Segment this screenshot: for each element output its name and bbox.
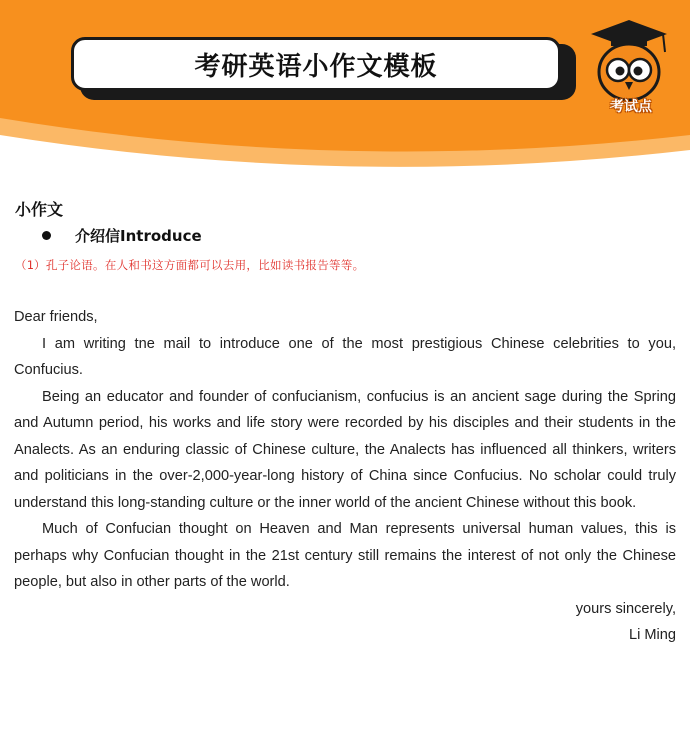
page-title: 考研英语小作文模板: [194, 51, 438, 82]
letter-closing: yours sincerely,: [575, 600, 676, 617]
brand-logo-text: 考试点: [610, 99, 652, 115]
bullet-icon: [42, 231, 51, 240]
letter-body: [14, 304, 676, 649]
letter-salutation: Dear friends,: [14, 309, 98, 325]
letter-paragraph: Being an educator and founder of confucianism, confucius is an ancient sage during the Spring and Autumn period, his works and life story were recorded by his disciples and their students in the Analects. As an enduring classic of Chinese culture, the Analects has influenced all thinkers, writers and politicians in the over-2,000-year-long history of China since Confucius. No scholar could truly understand this long-standing culture or the inner world of the ancient Chinese without this book.: [14, 388, 676, 511]
title-box: [71, 37, 561, 91]
letter-paragraph: I am writing tne mail to introduce one of the most prestigious Chinese celebrities to you, Confucius.: [14, 335, 676, 378]
letter-paragraph: Much of Confucian thought on Heaven and Man represents universal human values, this is perhaps why Confucian thought in the 21st century still remains the interest of not only the Chinese people, but also in other parts of the world.: [14, 521, 676, 590]
red-note: （1）孔子论语。在人和书这方面都可以去用，比如读书报告等等。: [15, 258, 365, 272]
letter-signature: Li Ming: [628, 627, 676, 643]
subsection-label-en: Introduce: [120, 227, 202, 245]
subsection-label-cn: 介绍信: [75, 227, 121, 245]
subsection-label: [75, 225, 202, 246]
subsection-item: [42, 225, 202, 246]
section-heading: 小作文: [15, 200, 64, 219]
